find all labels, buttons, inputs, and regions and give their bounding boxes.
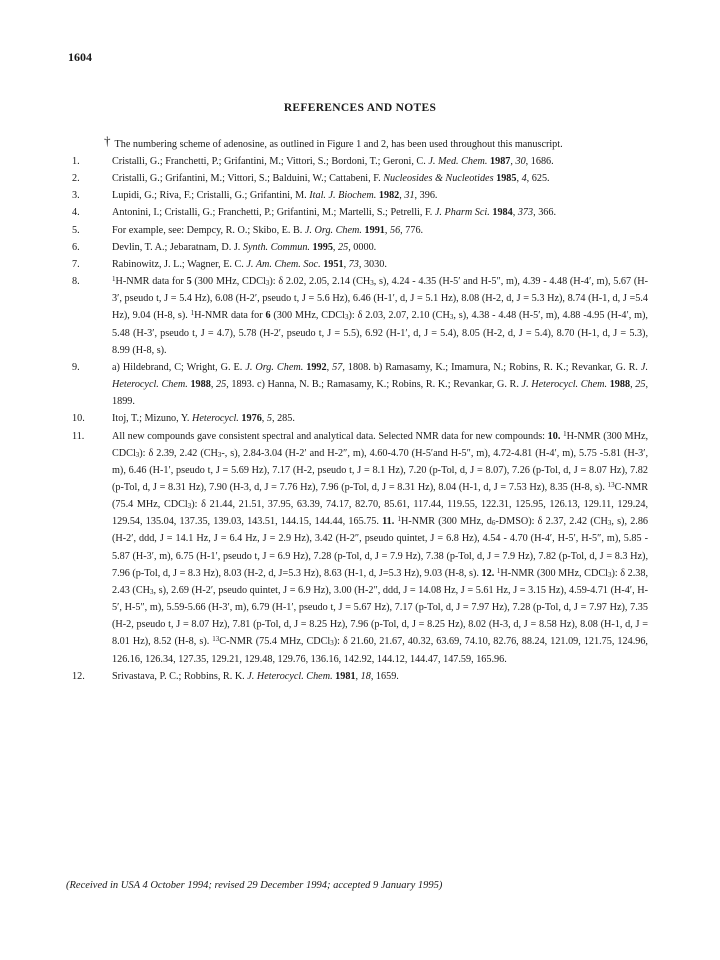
reference-text: Devlin, T. A.; Jebaratnam, D. J. Synth. Commun. 1995, 25, 0000. (112, 241, 377, 253)
reference-text: Cristalli, G.; Franchetti, P.; Grifantini, M.; Vittori, S.; Bordoni, T.; Geroni, C. J. Med. Chem. 1987, 30, 1686. (112, 156, 554, 167)
reference-number: 4. (72, 207, 80, 219)
numbering-note-text: The numbering scheme of adenosine, as outlined in Figure 1 and 2, has been used throughout this manuscript. (114, 139, 563, 150)
reference-item (72, 273, 648, 359)
reference-item (72, 668, 648, 685)
reference-text: Rabinowitz, J. L.; Wagner, E. C. J. Am. Chem. Soc. 1951, 73, 3030. (112, 258, 387, 270)
reference-item (72, 410, 648, 427)
reference-number: 3. (72, 190, 80, 202)
reference-text: Lupidi, G.; Riva, F.; Cristalli, G.; Grifantini, M. Ital. J. Biochem. 1982, 31, 396. (112, 190, 438, 202)
reference-number: 9. (72, 361, 80, 373)
reference-item (72, 428, 648, 668)
reference-number: 10. (72, 413, 85, 425)
reference-text: Itoj, T.; Mizuno, Y. Heterocycl. 1976, 5, 285. (112, 413, 295, 425)
reference-text: For example, see: Dempcy, R. O.; Skibo, E. B. J. Org. Chem. 1991, 56, 776. (112, 224, 424, 236)
reference-number: 5. (72, 224, 80, 236)
references-list (72, 153, 648, 685)
reference-text: a) Hildebrand, C; Wright, G. E. J. Org. Chem. 1992, 57, 1808. b) Ramasamy, K.; Imamura, N.; Robins, R. K.; Revankar, G. R. J. Heterocycl. Chem. 1988, 25, 1893. c) Hanna, N. B.; Ramasamy, K.; Robins, R. K.; Revankar, G. R. J. Heterocycl. Chem. 1988, 25, 1899. (112, 361, 648, 408)
dagger-symbol: † (104, 133, 111, 148)
reference-item (72, 256, 648, 273)
reference-number: 7. (72, 258, 80, 270)
reference-number: 11. (72, 430, 85, 442)
reference-item (72, 222, 648, 239)
reference-text: Cristalli, G.; Grifantini, M.; Vittori, S.; Balduini, W.; Cattabeni, F. Nucleosides & Nucleotides 1985, 4, 625. (112, 173, 550, 185)
reference-text: All new compounds gave consistent spectral and analytical data. Selected NMR data for new compounds: 10. $^1$H-NMR (300 MHz, CDCl$_3$): δ 2.39, 2.42 ($CH_3-$, s), 2.84-3.04 (H-2′ and H-2″, m), 4.60-4.70 (H-5′and H-5″, m), 4.72-4.81 (H-4′, m), 5.75 -5.81 (H-3′, m), 6.46 (H-1′, pseudo t, J = 5.69 Hz), 7.17 (H-2, pseudo t, J = 8.1 Hz), 7.20 (p-Tol, d, J = 8.07), 7.26 (p-Tol, d, J = 8.07 Hz), 7.82 (p-Tol, d, J = 8.31 Hz), 7.90 (H-3, d, J = 7.76 Hz), 7.96 (p-Tol, d, J = 8.31 Hz), 8.04 (H-1, d, J = 7.53 Hz), 8.35 (H-8, s). $^{13}$C-NMR (75.4 MHz, CDCl$_3$): δ 21.44, 21.51, 37.95, 63.39, 74.17, 82.70, 85.61, 117.44, 119.55, 122.31, 125.95, 126.13, 129.11, 129.24, 129.54, 135.04, 137.35, 139.03, 143.51, 144.15, 144.44, 165.75. 11. $^1$H-NMR (300 MHz, $d_6-DMSO$): δ 2.37, 2.42 ($CH_3$, s), 2.86 (H-2′, ddd, J = 14.1 Hz, J = 6.4 Hz, J = 2.9 Hz), 3.42 (H-2″, pseudo quintet, J = 6.8 Hz), 4.54 - 4.70 (H-4′, H-5′, H-5″, m), 5.85 - 5.87 (H-3′, m), 6.75 (H-1′, pseudo t, J = 6.9 Hz), 7.28 (p-Tol, d, J = 7.9 Hz), 7.38 (p-Tol, d, J = 7.9 Hz), 7.82 (p-Tol, d, J = 8.3 Hz), 7.96 (p-Tol, d, J = 8.3 Hz), 8.03 (H-2, d, J=5.3 Hz), 8.63 (H-1, d, J=5.3 Hz), 9.03 (H-8, s). 12. $^1$H-NMR (300 MHz, CDCl$_3$): δ 2.38, 2.43 ($CH_3$, s), 2.69 (H-2′, pseudo quintet, J = 6.9 Hz), 3.00 (H-2″, ddd, J = 14.08 Hz, J = 5.61 Hz, J = 3.15 Hz), 4.59-4.71 (H-4′, H-5′, H-5″, m), 5.59-5.66 (H-3′, m), 6.79 (H-1′, pseudo t, J = 5.67 Hz), 7.17 (p-Tol, d, J = 7.97 Hz), 7.28 (p-Tol, d, J = 7.97 Hz), 7.35 (H-2, pseudo t, J = 8.07 Hz), 7.81 (p-Tol, d, J = 8.25 Hz), 7.96 (p-Tol, d, J = 8.25 Hz), 8.02 (H-3, d, J = 8.58 Hz), 8.08 (H-1, d, J = 8.01 Hz), 8.52 (H-8, s). $^{13}$C-NMR (75.4 MHz, CDCl$_3$): δ 21.60, 21.67, 40.32, 63.69, 74.10, 82.76, 88.24, 121.09, 121.75, 124.96, 126.16, 126.34, 127.35, 129.21, 129.48, 129.76, 136.16, 142.92, 144.12, 144.47, 147.59, 165.96. (112, 429, 649, 665)
section-heading: REFERENCES AND NOTES (283, 102, 437, 114)
reference-item (72, 204, 648, 221)
reference-text: Antonini, I.; Cristalli, G.; Franchetti, P.; Grifantini, M.; Martelli, S.; Petrelli, F. J. Pharm Sci. 1984, 373, 366. (112, 207, 557, 219)
reference-number: 12. (72, 670, 85, 682)
received-dates: (Received in USA 4 October 1994; revised 29 December 1994; accepted 9 January 1995) (66, 880, 443, 891)
reference-item (72, 170, 648, 187)
reference-item (72, 187, 648, 204)
reference-text: Srivastava, P. C.; Robbins, R. K. J. Heterocycl. Chem. 1981, 18, 1659. (112, 670, 399, 682)
reference-number: 8. (72, 276, 80, 288)
reference-number: 1. (72, 156, 80, 167)
reference-item (72, 153, 648, 170)
reference-item (72, 239, 648, 256)
numbering-note (104, 134, 664, 153)
reference-number: 2. (72, 173, 80, 185)
reference-item (72, 359, 648, 410)
reference-text: $^1$H-NMR data for 5 (300 MHz, CDCl$_3$): δ 2.02, 2.05, 2.14 ($CH_3$, s), 4.24 - 4.35 (H-5′ and H-5″, m), 4.39 - 4.48 (H-4′, m), 5.67 (H-3′, pseudo t, J = 5.4 Hz), 6.08 (H-2′, pseudo t, J = 5.6 Hz), 6.46 (H-1′, d, J = 5.1 Hz), 8.08 (H-2, d, J = 5.3 Hz), 8.74 (H-1, d, J =5.4 Hz), 9.04 (H-8, s). $^1$H-NMR data for 6 (300 MHz, CDCl$_3$): δ 2.03, 2.07, 2.10 ($CH_3$, s), 4.38 - 4.48 (H-5′, m), 4.88 -4.95 (H-4′, m), 5.48 (H-3′, pseudo t, J = 4.7), 5.78 (H-2′, pseudo t, J = 5.5), 6.92 (H-1′, d, J = 5.4), 8.05 (H-2, d, J = 5.4), 8.70 (H-1, d, J = 5.3), 8.99 (H-8, s). (112, 275, 649, 356)
page-number: 1604 (68, 50, 92, 64)
reference-number: 6. (72, 241, 80, 253)
